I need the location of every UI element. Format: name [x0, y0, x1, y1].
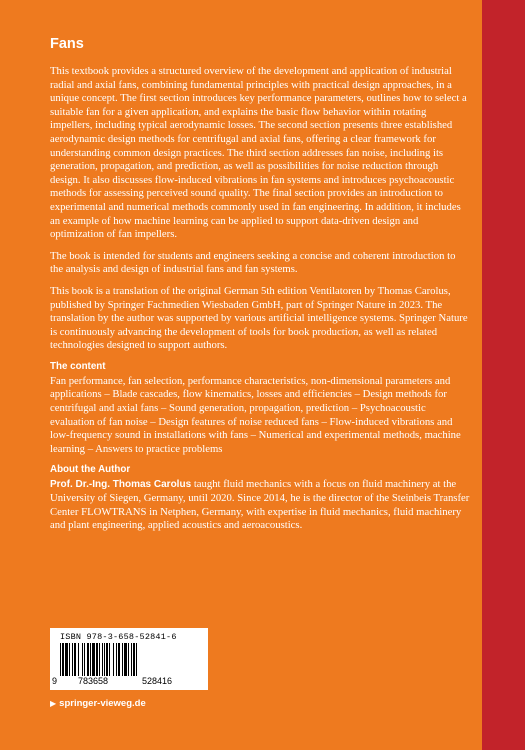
- publisher-website[interactable]: [50, 698, 146, 709]
- author-heading: About the Author: [50, 464, 131, 476]
- barcode-right-group: 528416: [142, 676, 173, 686]
- barcode-left-group: 783658: [78, 676, 109, 686]
- book-title: Fans: [50, 36, 84, 52]
- barcode-bars: [60, 643, 198, 676]
- description-paragraph-1: This textbook provides a structured overview of the development and application of industrial radial and axial fans, combining fundamental principles with practical design approaches, in a unique concept. The first section introduces key performance parameters, outlines how to select a suitable fan for a given application, and explains the basic flow behavior within rotating impellers, including typical aerodynamic losses. The second section presents three established aerodynamic design methods for centrifugal and axial fans, offering a clear framework for understanding common design practices. The third section addresses fan noise, including its generation, propagation, and prediction, as well as possibilities for noise reduction through design. It also discusses flow-induced vibrations in fan systems and introduces psychoacoustic methods for assessing perceived sound quality. The final section provides an introduction to experimental and numerical methods commonly used in fan engineering. In addition, it includes an example of how machine learning can be applied to support data-driven design and optimization of fan impellers.: [50, 65, 467, 241]
- author-bio-text: taught fluid mechanics with a focus on fluid machinery at the University of Siegen, Germany, until 2020. Since 2014, he is the director of the Steinbeis Transfer Center FLOWTRANS in Netphen, Germany, with expertise in fluid mechanics, fluid machinery and plant engineering, applied acoustics and aeroacoustics.: [50, 478, 470, 532]
- author-name: Prof. Dr.-Ing. Thomas Carolus: [50, 479, 192, 491]
- barcode-first-digit: 9: [52, 676, 58, 686]
- description-paragraph-2: The book is intended for students and engineers seeking a concise and coherent introduction to the analysis and design of industrial fans and fan systems.: [50, 249, 456, 276]
- content-heading: The content: [50, 360, 106, 372]
- isbn-label: ISBN 978-3-658-52841-6: [60, 632, 177, 642]
- translation-note-paragraph: This book is a translation of the original German 5th edition Ventilatoren by Thomas Carolus, published by Springer Fachmedien Wiesbaden GmbH, part of Springer Nature in 2023. The translation by the author was supported by various artificial intelligence systems. Springer Nature is continuously advancing the development of tools for book production, as well as related technologies designed to support authors.: [50, 284, 468, 352]
- content-list: Fan performance, fan selection, performance characteristics, non-dimensional parameters and applications – Blade cascades, flow kinematics, losses and efficiencies – Design methods for centrifugal and axial fans – Sound generation, propagation, prediction – Psychoacoustic evaluation of fan noise – Design features of noise reduced fans – Flow-induced vibrations and low-frequency sound in installations with fans – Numerical and experimental methods, machine learning – Answers to practice problems: [50, 374, 461, 455]
- author-bio: [50, 478, 470, 532]
- back-cover-text: [50, 36, 470, 541]
- red-side-strip: [482, 0, 525, 750]
- arrow-right-icon: ▶: [50, 699, 57, 708]
- website-text: springer-vieweg.de: [59, 698, 146, 709]
- isbn-barcode: [50, 628, 208, 690]
- barcode-digits: [50, 676, 208, 688]
